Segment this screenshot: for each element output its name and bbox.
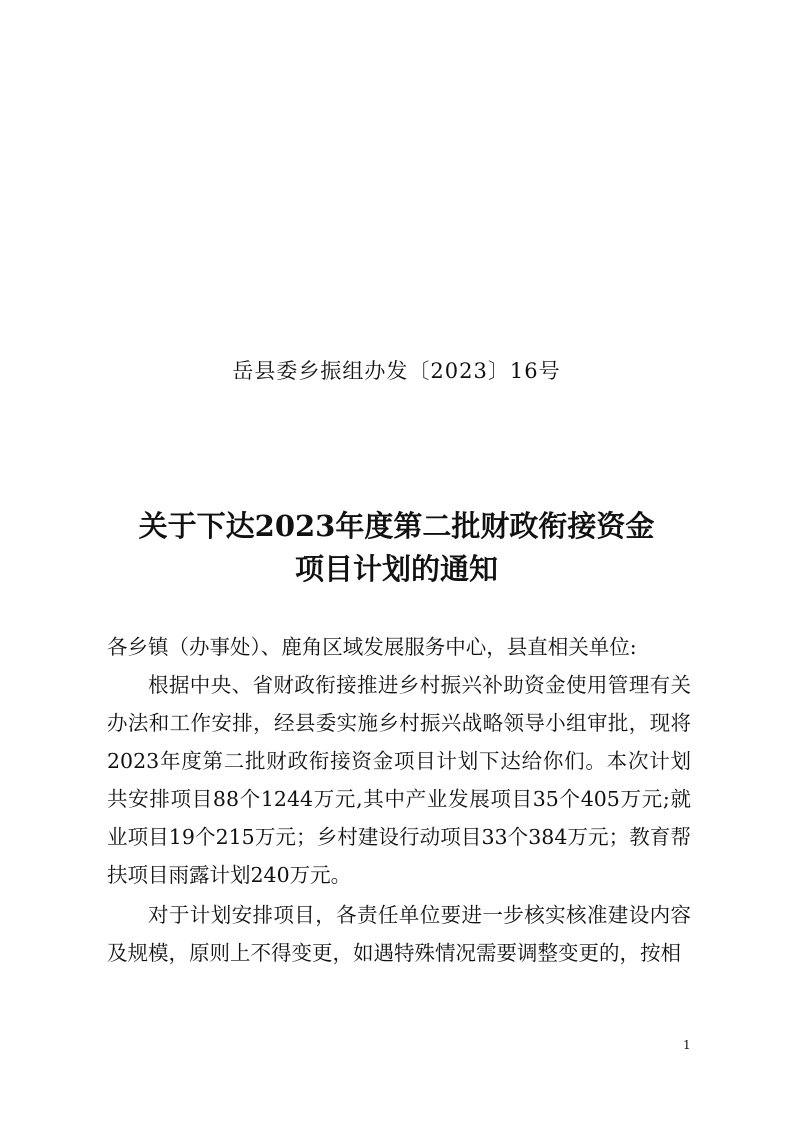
document-body — [107, 628, 691, 972]
title-line-2: 项目计划的通知 — [294, 552, 498, 586]
page-number: 1 — [683, 1038, 691, 1052]
document-title — [0, 505, 793, 591]
salutation: 各乡镇（办事处）、鹿角区域发展服务中心，县直相关单位: — [107, 635, 637, 659]
document-number: 岳县委乡振组办发〔2023〕16号 — [232, 359, 561, 383]
paragraph-2: 对于计划安排项目，各责任单位要进一步核实核准建设内容及规模，原则上不得变更，如遇特殊情况需要调整变更的，按相 — [107, 903, 691, 965]
title-line-1: 关于下达2023年度第二批财政衔接资金 — [138, 509, 655, 543]
paragraph-1: 根据中央、省财政衔接推进乡村振兴补助资金使用管理有关办法和工作安排，经县委实施乡村振兴战略领导小组审批，现将2023年度第二批财政衔接资金项目计划下达给你们。本次计划共安排项目88个1244万元,其中产业发展项目35个405万元;就业项目19个215万元；乡村建设行动项目33个384万元；教育帮扶项目雨露计划240万元。 — [107, 673, 691, 887]
